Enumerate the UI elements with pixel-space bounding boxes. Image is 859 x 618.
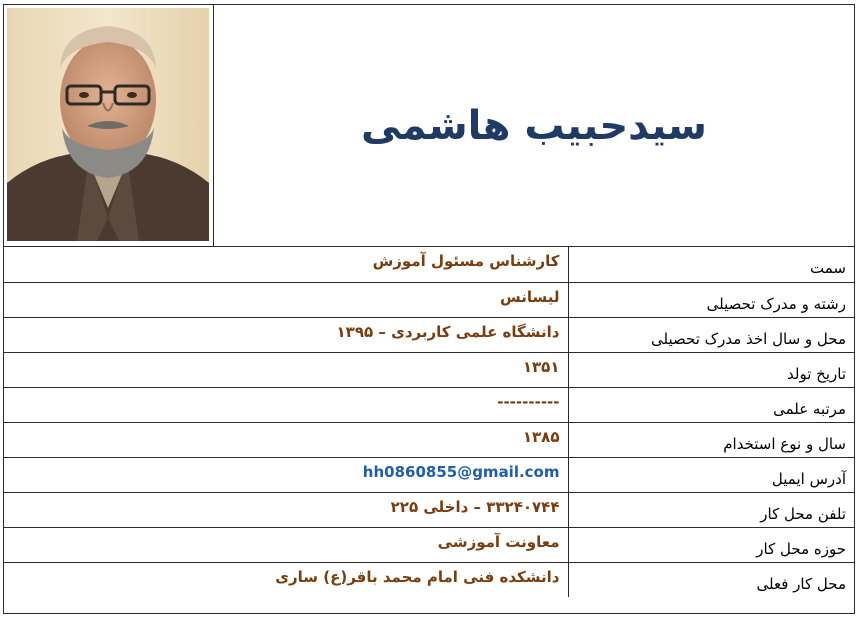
photo-cell (4, 5, 214, 246)
email-link[interactable]: hh0860855@gmail.com (4, 457, 568, 492)
table-row (4, 562, 854, 597)
row-label: تاریخ تولد (568, 352, 854, 387)
row-label: محل کار فعلی (568, 562, 854, 597)
profile-name: سیدحبیب هاشمی (361, 102, 707, 149)
row-value: ۱۳۸۵ (4, 422, 568, 457)
table-row (4, 387, 854, 422)
row-value: ---------- (4, 387, 568, 422)
row-value: معاونت آموزشی (4, 527, 568, 562)
row-value: کارشناس مسئول آموزش (4, 247, 568, 282)
row-label: سال و نوع استخدام (568, 422, 854, 457)
table-row (4, 282, 854, 317)
table-row (4, 422, 854, 457)
table-row (4, 317, 854, 352)
row-value: دانشکده فنی امام محمد باقر(ع) ساری (4, 562, 568, 597)
row-value: ۳۳۲۴۰۷۴۴ – داخلی ۲۲۵ (4, 492, 568, 527)
row-label: سمت (568, 247, 854, 282)
row-value: ۱۳۵۱ (4, 352, 568, 387)
row-label: تلفن محل کار (568, 492, 854, 527)
info-table (4, 247, 854, 597)
table-row (4, 492, 854, 527)
row-value: دانشگاه علمی کاربردی – ۱۳۹۵ (4, 317, 568, 352)
row-label: رشته و مدرک تحصیلی (568, 282, 854, 317)
row-label: حوزه محل کار (568, 527, 854, 562)
row-label: آدرس ایمیل (568, 457, 854, 492)
table-row (4, 352, 854, 387)
table-row (4, 457, 854, 492)
row-value: لیسانس (4, 282, 568, 317)
profile-header (4, 5, 854, 247)
row-label: مرتبه علمی (568, 387, 854, 422)
name-cell (214, 5, 854, 246)
row-label: محل و سال اخذ مدرک تحصیلی (568, 317, 854, 352)
table-row (4, 247, 854, 282)
profile-sheet (3, 4, 855, 614)
profile-photo (7, 8, 209, 241)
table-row (4, 527, 854, 562)
